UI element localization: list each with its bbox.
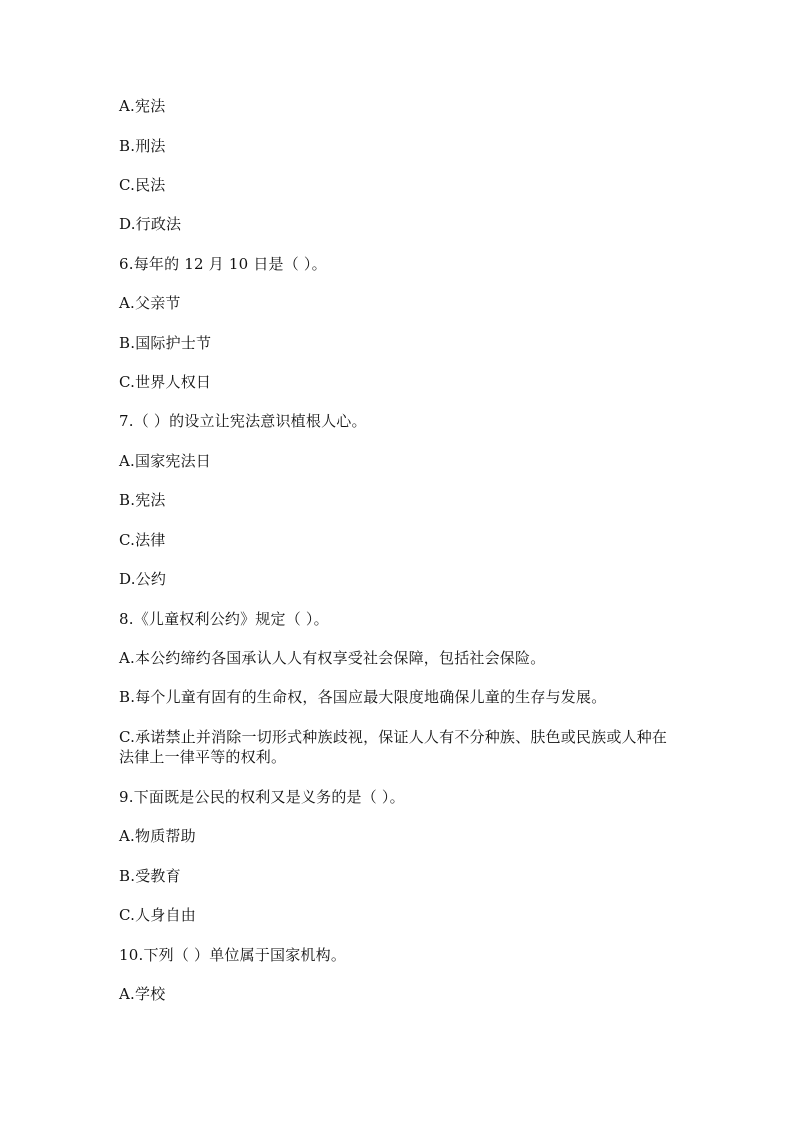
option-line: A.国家宪法日	[119, 452, 212, 470]
option-line: A.宪法	[119, 97, 166, 115]
option-line: C.法律	[119, 531, 166, 549]
option-line: B.刑法	[119, 137, 166, 155]
option-line: D.行政法	[119, 215, 182, 233]
option-line: C.民法	[119, 176, 166, 194]
option-line: C.承诺禁止并消除一切形式种族歧视，保证人人有不分种族、肤色或民族或人种在法律上一律平等的权利。	[119, 728, 668, 766]
question-line: 6.每年的 12 月 10 日是（ ）。	[119, 255, 327, 273]
option-line: C.世界人权日	[119, 373, 212, 391]
option-line: A.本公约缔约各国承认人人有权享受社会保障，包括社会保险。	[119, 649, 546, 667]
question-line: 7.（ ）的设立让宪法意识植根人心。	[119, 412, 367, 430]
option-line: C.人身自由	[119, 906, 196, 924]
option-line: B.每个儿童有固有的生命权，各国应最大限度地确保儿童的生存与发展。	[119, 688, 607, 706]
option-line: D.公约	[119, 570, 167, 588]
question-line: 8.《儿童权利公约》规定（ ）。	[119, 610, 329, 628]
option-line: B.受教育	[119, 867, 181, 885]
option-line: A.学校	[119, 985, 166, 1003]
option-line: A.父亲节	[119, 294, 181, 312]
option-line: B.国际护士节	[119, 334, 212, 352]
option-line: A.物质帮助	[119, 827, 196, 845]
question-line: 10.下列（ ）单位属于国家机构。	[119, 946, 347, 964]
option-line: B.宪法	[119, 491, 166, 509]
question-line: 9.下面既是公民的权利又是义务的是（ ）。	[119, 788, 405, 806]
